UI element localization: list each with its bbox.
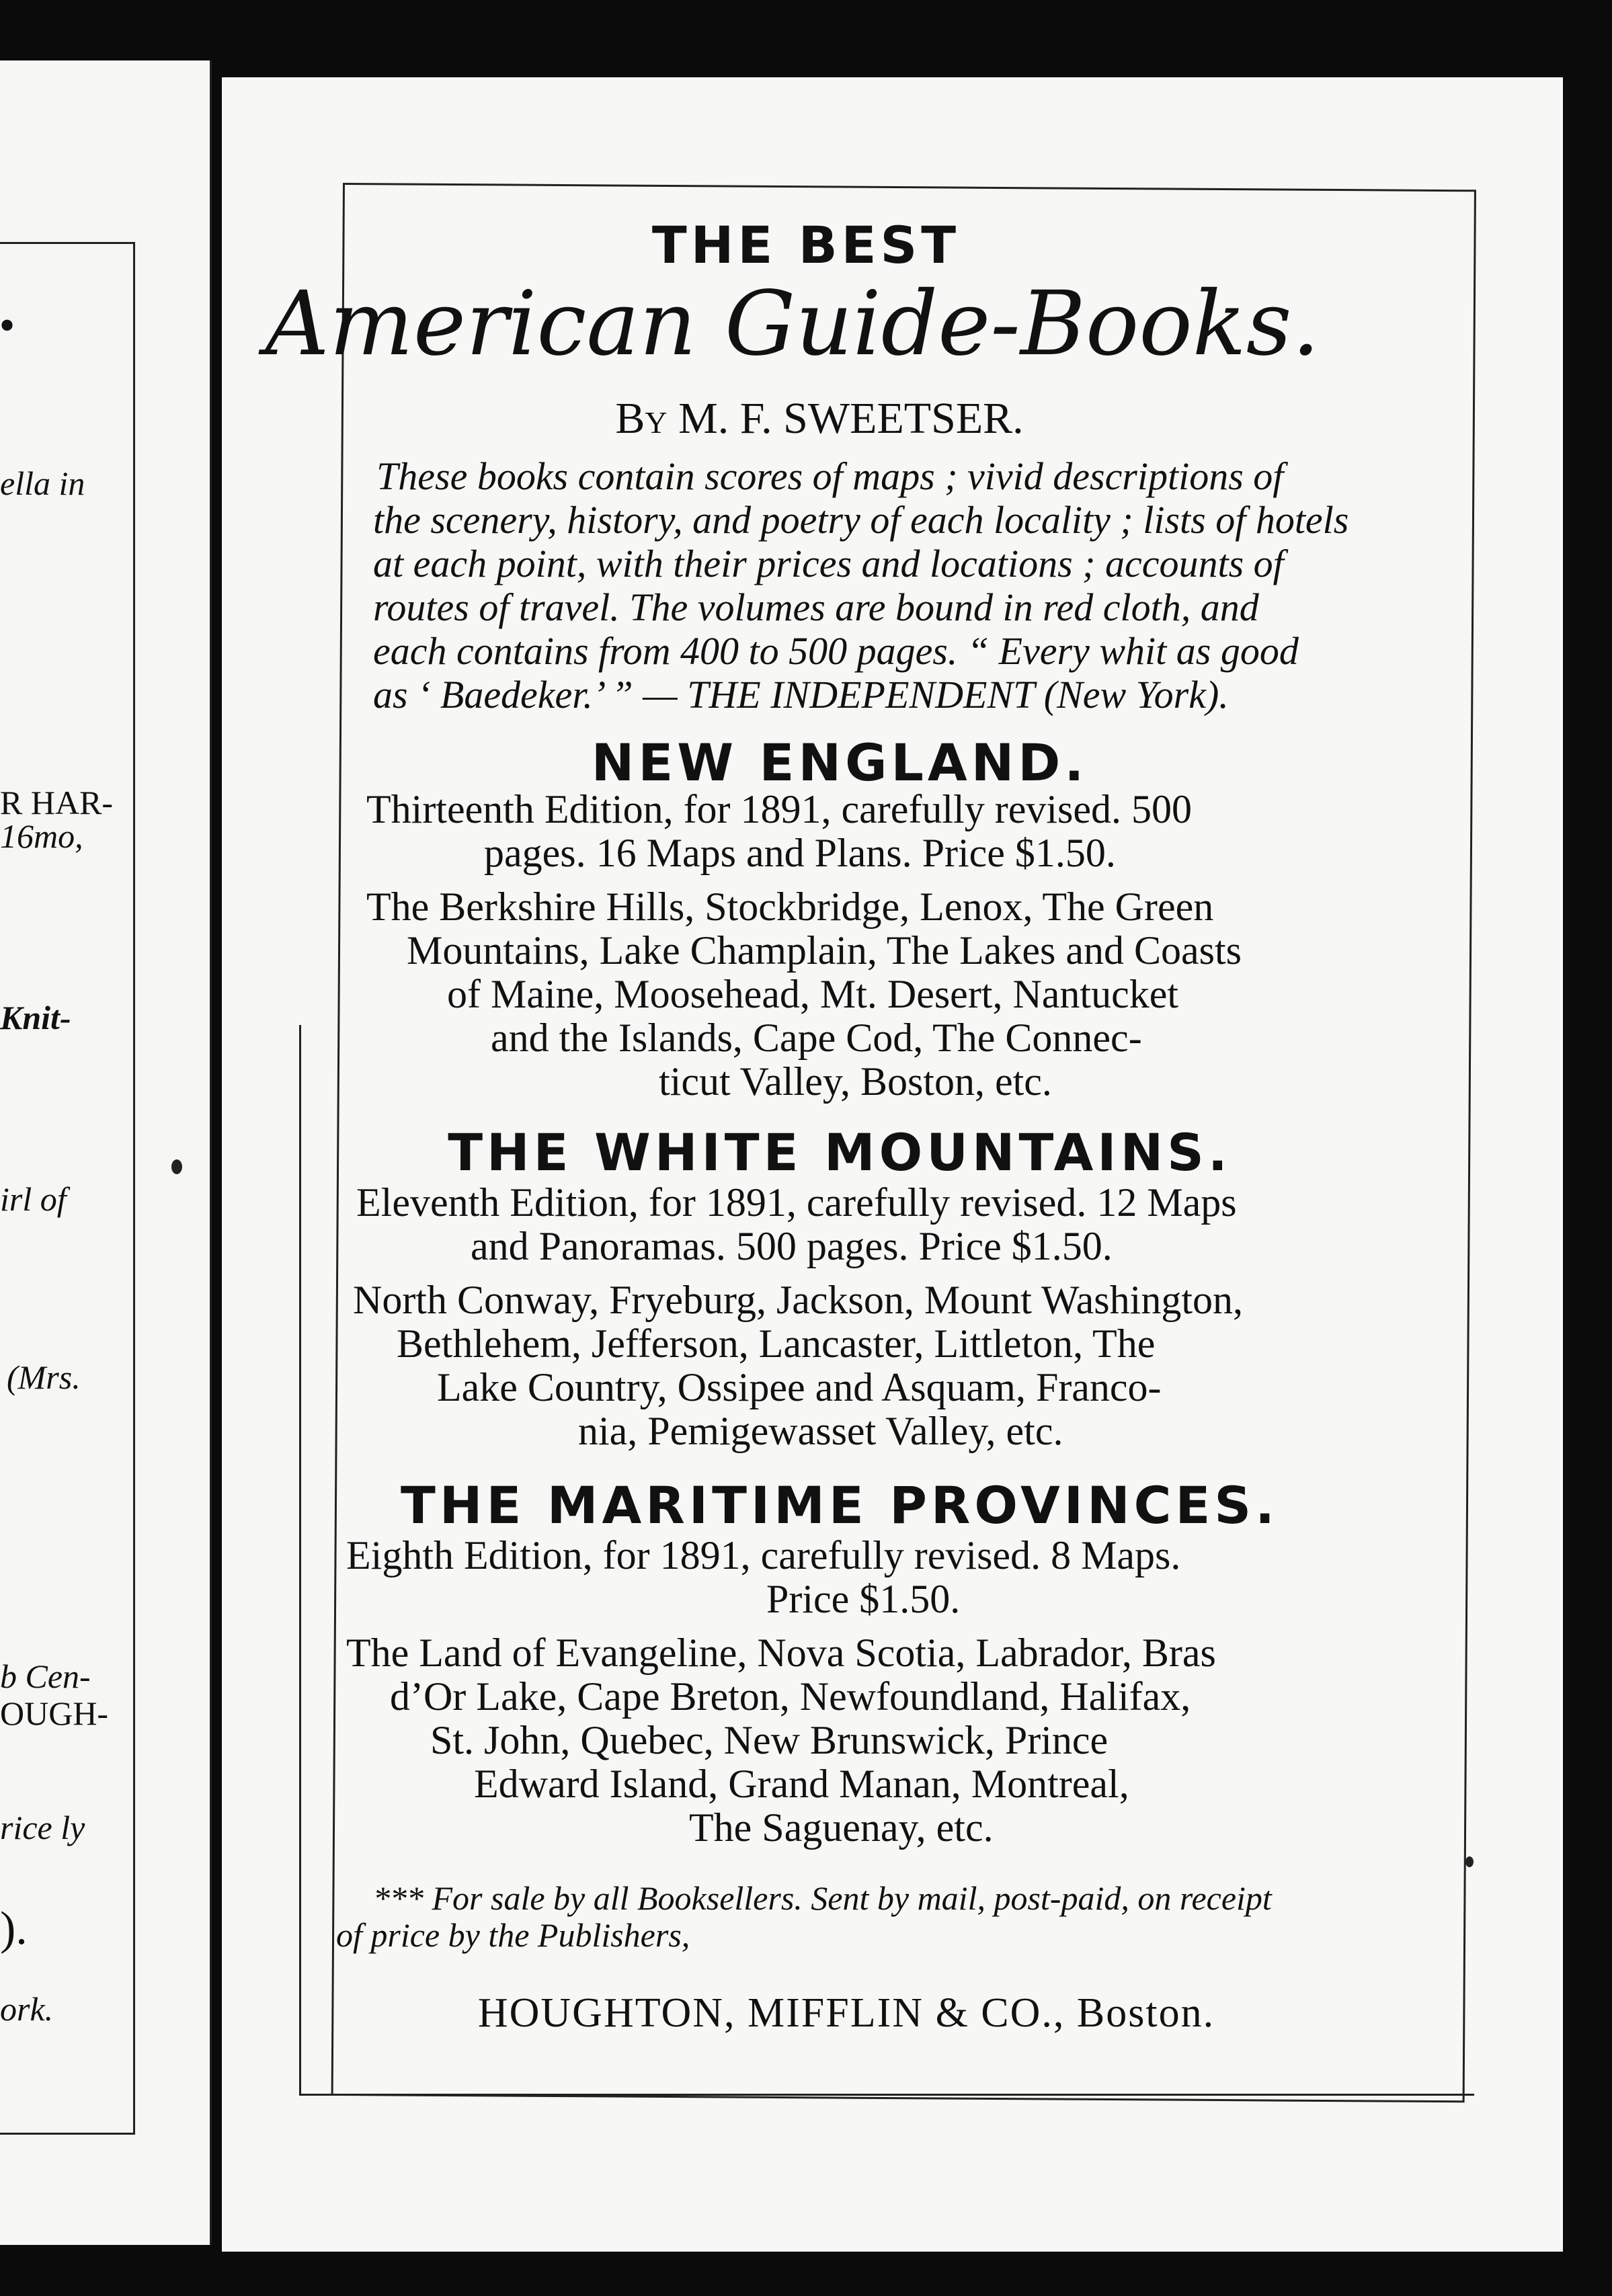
byline: By M. F. SWEETSER. [615, 394, 1024, 443]
intro-line: routes of travel. The volumes are bound in red cloth, and [373, 585, 1259, 629]
edition-line: Thirteenth Edition, for 1891, carefully revised. 500 [366, 787, 1192, 831]
left-fragment: OUGH- [0, 1694, 109, 1732]
left-fragment: R HAR- [0, 784, 114, 821]
places-line: nia, Pemigewasset Valley, etc. [578, 1409, 1063, 1453]
places-line: St. John, Quebec, New Brunswick, Prince [430, 1718, 1109, 1762]
places-line: Lake Country, Ossipee and Asquam, Franco- [437, 1365, 1162, 1409]
left-fragment: ). [0, 1903, 28, 1955]
edition-line: pages. 16 Maps and Plans. Price $1.50. [484, 831, 1116, 875]
intro-line: at each point, with their prices and locations ; accounts of [373, 542, 1284, 585]
publisher: HOUGHTON, MIFFLIN & CO., Boston. [477, 1990, 1215, 2036]
page-title: American Guide-Books. [265, 272, 1320, 376]
places-line: ticut Valley, Boston, etc. [659, 1059, 1052, 1104]
left-fragment: irl of [0, 1180, 67, 1218]
left-fragment: Knit- [0, 999, 71, 1036]
section-heading: THE WHITE MOUNTAINS. [448, 1122, 1232, 1182]
places-line: and the Islands, Cape Cod, The Connec- [491, 1016, 1142, 1060]
left-fragment: ork. [0, 1990, 54, 2028]
left-fragment: (Mrs. [7, 1358, 81, 1396]
edition-line: Price $1.50. [766, 1577, 961, 1621]
section-heading: THE MARITIME PROVINCES. [401, 1475, 1279, 1535]
places-line: Mountains, Lake Champlain, The Lakes and Coasts [407, 928, 1242, 973]
places-line: Bethlehem, Jefferson, Lancaster, Littleton, The [397, 1321, 1156, 1366]
edition-line: Eighth Edition, for 1891, carefully revised. 8 Maps. [346, 1533, 1181, 1577]
places-line: The Saguenay, etc. [689, 1805, 994, 1850]
places-line: The Berkshire Hills, Stockbridge, Lenox, The Green [366, 885, 1214, 929]
intro-line: the scenery, history, and poetry of each locality ; lists of hotels [373, 498, 1349, 542]
ink-spot [1465, 1856, 1474, 1867]
left-fragment: b Cen- [0, 1657, 91, 1695]
edition-line: and Panoramas. 500 pages. Price $1.50. [471, 1224, 1113, 1268]
left-fragment: ella in [0, 464, 85, 502]
places-line: North Conway, Fryeburg, Jackson, Mount Washington, [353, 1278, 1243, 1322]
sale-note: of price by the Publishers, [336, 1916, 690, 1954]
left-fragment: 16mo, [0, 817, 83, 855]
intro-line: as ‘ Baedeker.’ ” — THE INDEPENDENT (New York). [373, 673, 1229, 716]
top-line: THE BEST [651, 215, 961, 275]
intro-line: These books contain scores of maps ; vivid descriptions of [376, 454, 1284, 498]
left-fragment: rice ly [0, 1809, 85, 1846]
section-heading: NEW ENGLAND. [591, 733, 1088, 792]
places-line: The Land of Evangeline, Nova Scotia, Labrador, Bras [346, 1631, 1216, 1675]
left-bullet: • [0, 303, 15, 347]
intro-line: each contains from 400 to 500 pages. “ Every whit as good [373, 629, 1299, 673]
edition-line: Eleventh Edition, for 1891, carefully revised. 12 Maps [356, 1180, 1237, 1225]
sale-note: *** For sale by all Booksellers. Sent by mail, post-paid, on receipt [373, 1879, 1272, 1917]
places-line: Edward Island, Grand Manan, Montreal, [474, 1762, 1129, 1806]
places-line: of Maine, Moosehead, Mt. Desert, Nantucket [447, 972, 1179, 1016]
places-line: d’Or Lake, Cape Breton, Newfoundland, Halifax, [390, 1674, 1191, 1719]
